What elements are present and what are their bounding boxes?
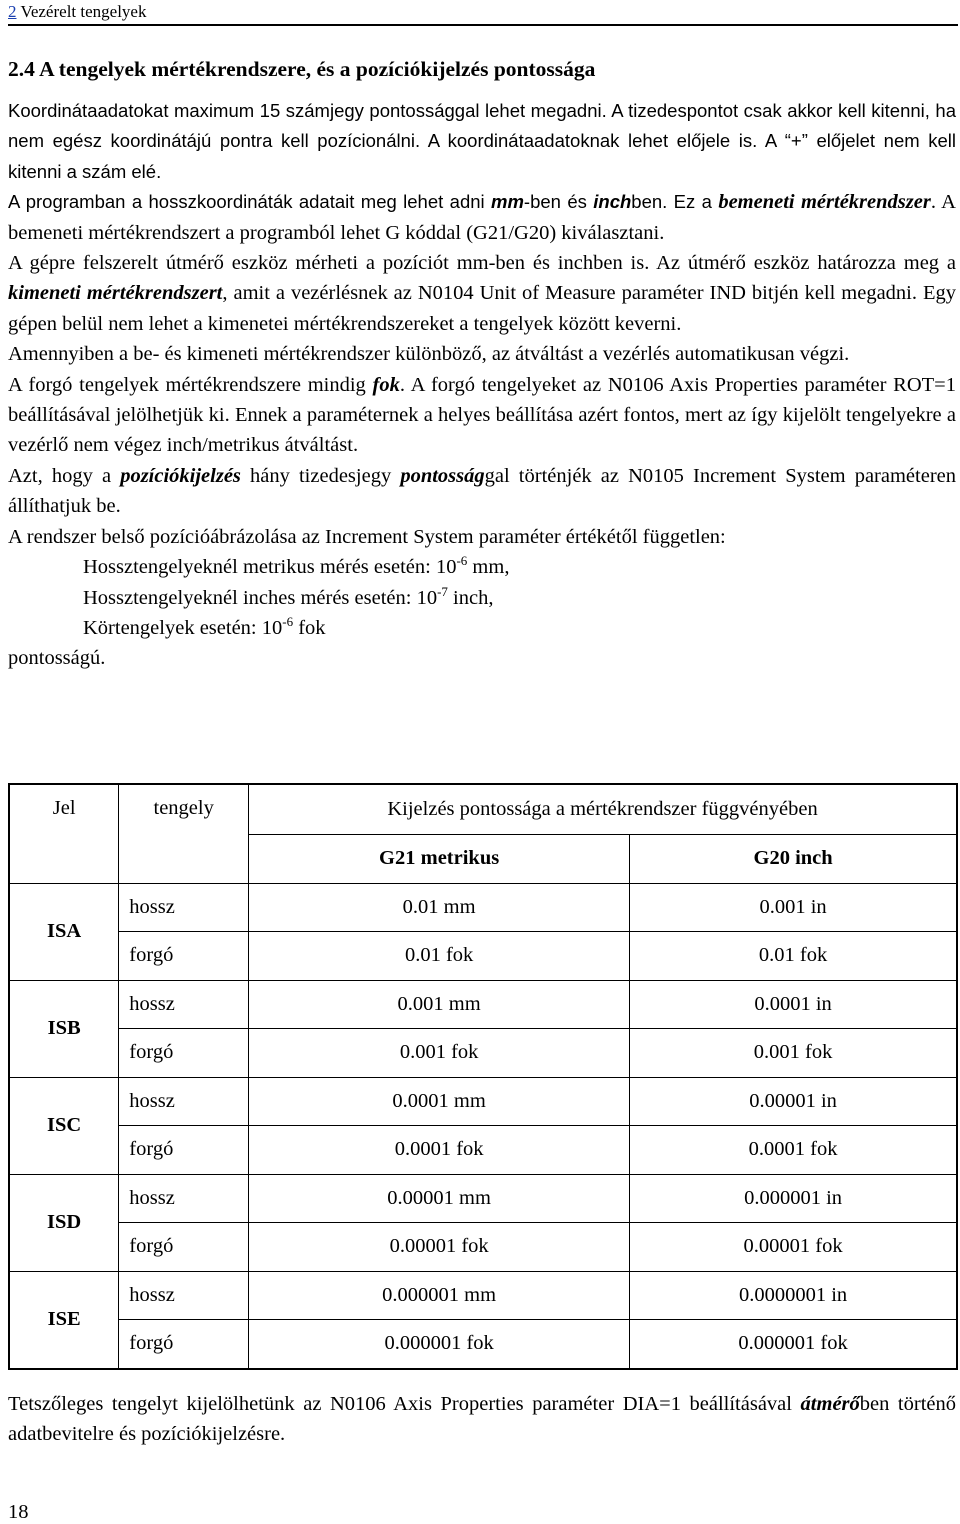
axis-type: hossz xyxy=(119,980,249,1029)
formula-line xyxy=(8,552,956,582)
term-precision: pontosság xyxy=(400,464,485,487)
text-segment: Tetszőleges tengelyt kijelölhetünk az N0106 Axis Properties paraméter DIA=1 beállításával xyxy=(8,1393,801,1415)
cell-g21: 0.001 fok xyxy=(249,1029,630,1078)
chapter-number-link[interactable]: 2 xyxy=(8,2,17,21)
table-header-row xyxy=(9,784,957,835)
text-segment: , amit a vezérlésnek az N0104 Unit of Measure paraméter IND bitjén kell megadni. Egy gépen belül nem lehet a kimenetei mértékrendszereket a tengelyek között keverni. xyxy=(8,282,956,335)
paragraph-input-units xyxy=(8,187,956,248)
text-segment: . A forgó tengelyeket az N0106 Axis Properties paraméter ROT=1 beállításával jelölhetjük ki. Ennek a paraméternek a helyes beállítása azért fontos, mert az így kijelölt tengelyekre a vezérlő nem végez inch/metrikus átváltást. xyxy=(8,373,956,457)
cell-g20: 0.000001 in xyxy=(630,1174,957,1223)
footer-paragraph xyxy=(8,1389,956,1450)
formula-line xyxy=(8,613,956,643)
table-row xyxy=(9,1320,957,1369)
cell-g20: 0.0000001 in xyxy=(630,1271,957,1320)
cell-g21: 0.0001 fok xyxy=(249,1126,630,1175)
term-inch: inch xyxy=(593,191,632,213)
axis-type: hossz xyxy=(119,883,249,932)
text-segment: A programban a hosszkoordináták adatait meg lehet adni xyxy=(8,191,492,213)
term-position-display: pozíciókijelzés xyxy=(120,464,241,487)
text-segment: ben. Ez a xyxy=(631,191,719,213)
table-row xyxy=(9,932,957,981)
text-segment: . A bemeneti mértékrendszert a programból lehet G kóddal (G21/G20) kiválasztani. xyxy=(8,191,956,244)
page-number: 18 xyxy=(8,1501,29,1523)
cell-g21: 0.00001 fok xyxy=(249,1223,630,1272)
formula-text: Körtengelyek esetén: 10 xyxy=(83,616,283,639)
row-jel: ISB xyxy=(9,980,119,1077)
table-row xyxy=(9,1077,957,1126)
axis-type: forgó xyxy=(119,1223,249,1272)
text-segment: ben történő adatbevitelre és pozíciókijelzésre. xyxy=(8,1393,956,1446)
formula-exponent: -6 xyxy=(456,553,468,569)
cell-g20: 0.00001 in xyxy=(630,1077,957,1126)
formula-unit: fok xyxy=(293,616,326,639)
axis-type: forgó xyxy=(119,1126,249,1175)
paragraph-display-precision xyxy=(8,461,956,522)
row-jel: ISC xyxy=(9,1077,119,1174)
formula-unit: inch, xyxy=(447,586,494,609)
paragraph-precision-suffix: pontosságú. xyxy=(8,647,106,670)
header-rule xyxy=(8,24,958,26)
formula-exponent: -6 xyxy=(282,613,294,629)
row-jel: ISE xyxy=(9,1271,119,1369)
formula-exponent: -7 xyxy=(437,583,448,599)
cell-g20: 0.00001 fok xyxy=(630,1223,957,1272)
running-header xyxy=(8,2,958,22)
text-segment: -ben és xyxy=(523,191,594,213)
table-row xyxy=(9,1029,957,1078)
cell-g21: 0.00001 mm xyxy=(249,1174,630,1223)
cell-g21: 0.0001 mm xyxy=(249,1077,630,1126)
header-g20: G20 inch xyxy=(630,835,957,884)
cell-g21: 0.000001 fok xyxy=(249,1320,630,1369)
paragraph-precision: Koordinátaadatokat maximum 15 számjegy pontossággal lehet megadni. A tizedespontot csak akkor kell kitenni, ha nem egész koordinátájú pontra kell pozícionálni. A koordinátaadatoknak lehet előjele is. A “+” előjelet nem kell kitenni a szám elé. xyxy=(8,100,956,182)
axis-type: forgó xyxy=(119,1320,249,1369)
axis-type: hossz xyxy=(119,1271,249,1320)
paragraph-conversion: Amennyiben a be- és kimeneti mértékrendszer különböző, az átváltást a vezérlés automatikusan végzi. xyxy=(8,343,850,366)
header-jel: Jel xyxy=(9,784,119,883)
row-jel: ISA xyxy=(9,883,119,980)
paragraph-internal-representation: A rendszer belső pozícióábrázolása az Increment System paraméter értékétől független: xyxy=(8,525,726,548)
text-segment: A forgó tengelyek mértékrendszere mindig xyxy=(8,373,373,396)
header-g21: G21 metrikus xyxy=(249,835,630,884)
term-fok: fok xyxy=(372,373,400,396)
paragraph-rotary xyxy=(8,370,956,461)
axis-type: forgó xyxy=(119,1029,249,1078)
term-diameter: átmérő xyxy=(800,1393,860,1415)
cell-g20: 0.0001 fok xyxy=(630,1126,957,1175)
axis-type: hossz xyxy=(119,1174,249,1223)
cell-g21: 0.001 mm xyxy=(249,980,630,1029)
formula-text: Hossztengelyeknél metrikus mérés esetén: 10 xyxy=(83,556,457,579)
cell-g21: 0.01 mm xyxy=(249,883,630,932)
precision-table xyxy=(8,783,958,1370)
term-output-system: kimeneti mértékrendszert xyxy=(8,282,223,305)
cell-g20: 0.000001 fok xyxy=(630,1320,957,1369)
table-row xyxy=(9,883,957,932)
axis-type: hossz xyxy=(119,1077,249,1126)
cell-g20: 0.001 fok xyxy=(630,1029,957,1078)
text-segment: Azt, hogy a xyxy=(8,464,121,487)
formula-unit: mm, xyxy=(467,556,510,579)
table-row xyxy=(9,1223,957,1272)
formula-text: Hossztengelyeknél inches mérés esetén: 10 xyxy=(83,586,438,609)
formula-line xyxy=(8,583,956,613)
cell-g20: 0.0001 in xyxy=(630,980,957,1029)
row-jel: ISD xyxy=(9,1174,119,1271)
header-kijelzes: Kijelzés pontossága a mértékrendszer függvényében xyxy=(249,784,957,835)
section-title: 2.4 A tengelyek mértékrendszere, és a pozíciókijelzés pontossága xyxy=(8,57,596,81)
body-text xyxy=(8,96,956,674)
cell-g20: 0.01 fok xyxy=(630,932,957,981)
text-segment: gal történjék az N0105 Increment System paraméteren állíthatjuk be. xyxy=(8,464,957,518)
table-row xyxy=(9,980,957,1029)
axis-type: forgó xyxy=(119,932,249,981)
table-row xyxy=(9,1271,957,1320)
paragraph-output-units xyxy=(8,248,956,339)
term-mm: mm xyxy=(491,191,524,213)
cell-g20: 0.001 in xyxy=(630,883,957,932)
text-segment: A gépre felszerelt útmérő eszköz mérheti a pozíciót mm-ben és inchben is. Az útmérő eszköz határozza meg a xyxy=(8,252,956,275)
chapter-title: Vezérelt tengelyek xyxy=(20,2,147,21)
header-tengely: tengely xyxy=(119,784,249,883)
cell-g21: 0.000001 mm xyxy=(249,1271,630,1320)
table-row xyxy=(9,1174,957,1223)
table-row xyxy=(9,1126,957,1175)
cell-g21: 0.01 fok xyxy=(249,932,630,981)
term-input-system: bemeneti mértékrendszer xyxy=(718,191,931,214)
text-segment: hány tizedesjegy xyxy=(240,464,401,487)
